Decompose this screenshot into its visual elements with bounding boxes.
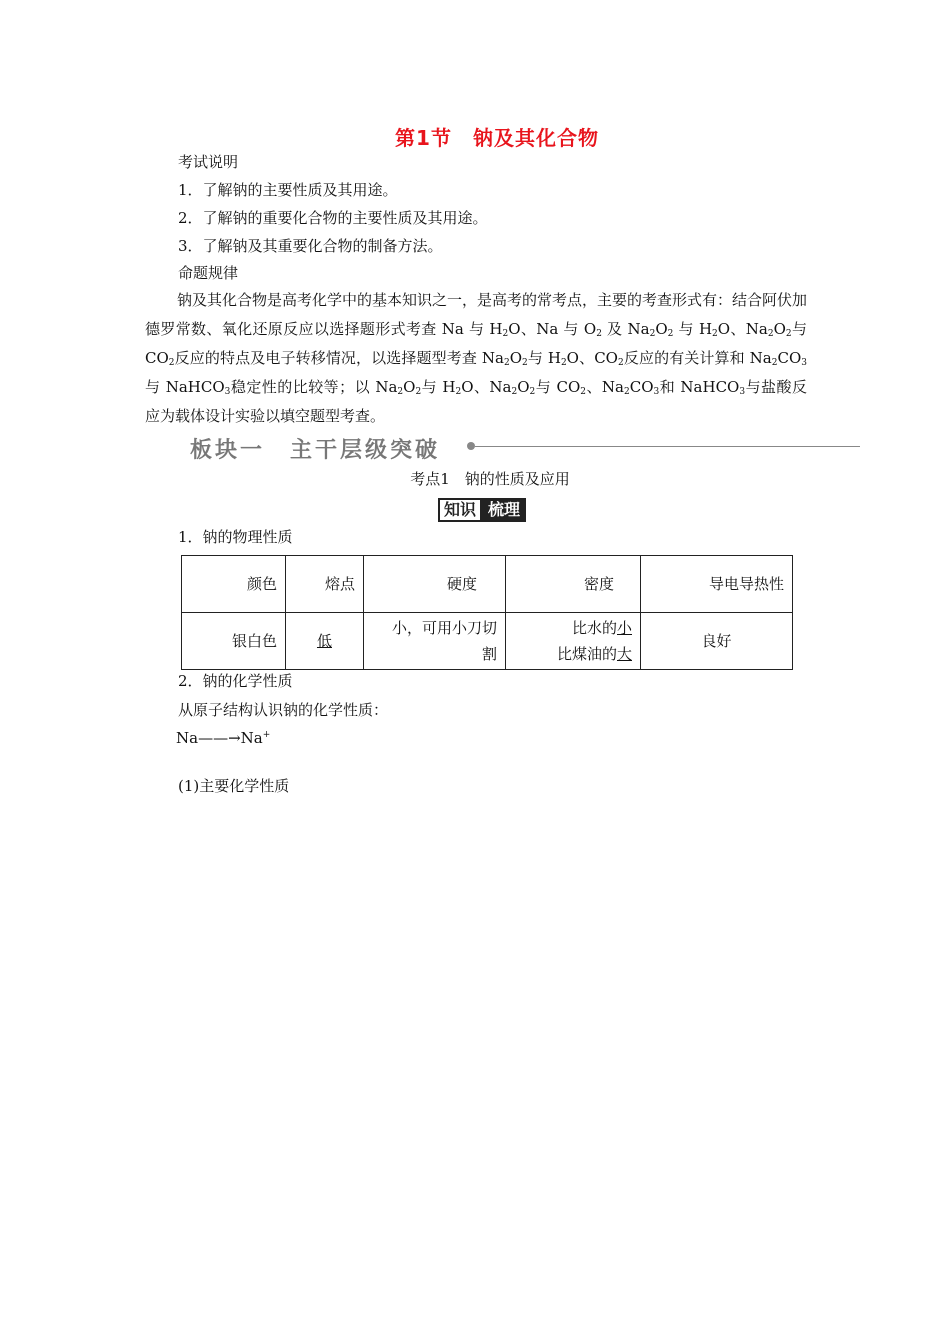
value-color: 银白色 [182, 613, 286, 670]
knowledge-badge [438, 498, 526, 522]
value-conductivity: 良好 [641, 613, 793, 670]
exam-point-heading: 考点1 钠的性质及应用 [410, 470, 570, 488]
section-banner [190, 433, 860, 463]
exam-heading: 考试说明 [178, 153, 239, 171]
knowledge-badge-right: 梳理 [482, 498, 526, 522]
exam-item-1: 1．了解钠的主要性质及其用途。 [178, 181, 398, 199]
pattern-heading: 命题规律 [178, 264, 239, 282]
chemical-intro: 从原子结构认识钠的化学性质： [178, 701, 389, 719]
exam-item-2: 2．了解钠的重要化合物的主要性质及其用途。 [178, 209, 488, 227]
header-color: 颜色 [182, 556, 286, 613]
value-hardness: 小，可用小刀切割 [364, 613, 506, 670]
physical-heading: 1．钠的物理性质 [178, 528, 293, 546]
header-conductivity: 导电导热性 [641, 556, 793, 613]
physical-properties-table [181, 555, 793, 670]
sodium-ionization: Na——→Na+ [176, 729, 271, 747]
section-title: 板块一 主干层级突破 [190, 438, 441, 463]
page-title: 第1节 钠及其化合物 [395, 126, 599, 150]
header-melting: 熔点 [286, 556, 364, 613]
pattern-paragraph: 钠及其化合物是高考化学中的基本知识之一，是高考的常考点，主要的考查形式有：结合阿伏加德罗常数、氧化还原反应以选择题形式考查 Na 与 $H_2O$、Na 与 $O_2$ 及 $Na_2O_2$ 与 $H_2O$、$Na_2O_2$与 $CO_2$反应的特点及电子转移情况，以选择题型考查 $Na_2O_2$与 $H_2O$、$CO_2$反应的有关计算和 $Na_2CO_3$与 NaHCO$_3$稳定性的比较等；以 $Na_2O_2$与 $H_2O$、$Na_2O_2$与 $CO_2$、$Na_2CO_3$和 NaHCO$_3$与盐酸反应为载体设计实验以填空题型考查。 [145, 291, 808, 425]
section-rule [475, 446, 860, 447]
header-density: 密度 [506, 556, 641, 613]
table-header-row [182, 556, 793, 613]
section-dot [467, 442, 475, 450]
chemical-subheading: (1)主要化学性质 [178, 777, 290, 795]
table-value-row [182, 613, 793, 670]
chemical-heading: 2．钠的化学性质 [178, 672, 293, 690]
value-density: 比水的小 比煤油的大 [506, 613, 641, 670]
header-hardness: 硬度 [364, 556, 506, 613]
exam-item-3: 3．了解钠及其重要化合物的制备方法。 [178, 237, 443, 255]
reaction-arrow-icon: ——→ [198, 729, 241, 747]
value-melting: 低 [316, 632, 332, 650]
knowledge-badge-left: 知识 [438, 498, 482, 522]
